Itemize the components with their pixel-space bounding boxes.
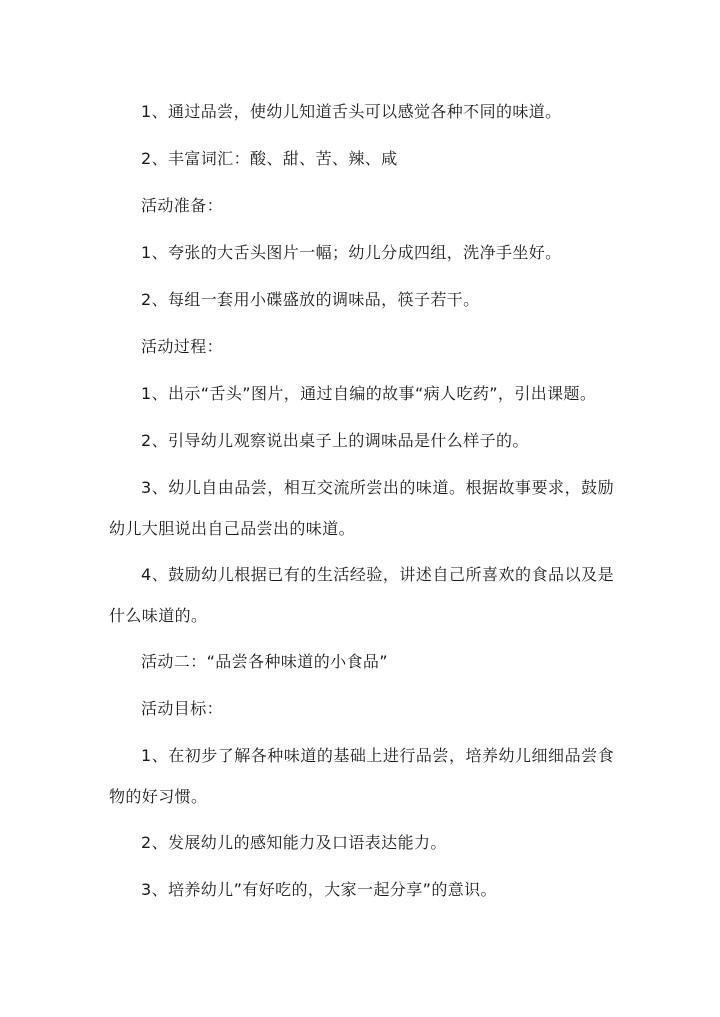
process-item-2: 2、引导幼儿观察说出桌子上的调味品是什么样子的。 [141, 431, 529, 450]
goal-item-2: 2、丰富词汇：酸、甜、苦、辣、咸 [141, 149, 398, 168]
activity-two-goal-1: 1、在初步了解各种味道的基础上进行品尝，培养幼儿细细品尝食物的好习惯。 [109, 746, 614, 806]
section-heading-goals: 活动目标： [141, 699, 224, 718]
document-body [109, 93, 614, 918]
activity-two-goal-3: 3、培养幼儿”有好吃的，大家一起分享”的意识。 [141, 880, 497, 899]
section-heading-preparation: 活动准备： [141, 196, 224, 215]
process-item-4: 4、鼓励幼儿根据已有的生活经验，讲述自己所喜欢的食品以及是什么味道的。 [109, 565, 614, 625]
section-heading-process: 活动过程： [141, 337, 224, 356]
preparation-item-2: 2、每组一套用小碟盛放的调味品，筷子若干。 [141, 290, 480, 309]
process-item-3: 3、幼儿自由品尝，相互交流所尝出的味道。根据故事要求，鼓励幼儿大胆说出自己品尝出的味道。 [109, 478, 614, 538]
preparation-item-1: 1、夸张的大舌头图片一幅；幼儿分成四组，洗净手坐好。 [141, 243, 562, 262]
process-item-1: 1、出示“舌头”图片，通过自编的故事“病人吃药”，引出课题。 [141, 384, 597, 403]
activity-two-goal-2: 2、发展幼儿的感知能力及口语表达能力。 [141, 833, 447, 852]
goal-item-1: 1、通过品尝，使幼儿知道舌头可以感觉各种不同的味道。 [141, 102, 562, 121]
activity-two-title: 活动二：“品尝各种味道的小食品” [141, 652, 388, 671]
